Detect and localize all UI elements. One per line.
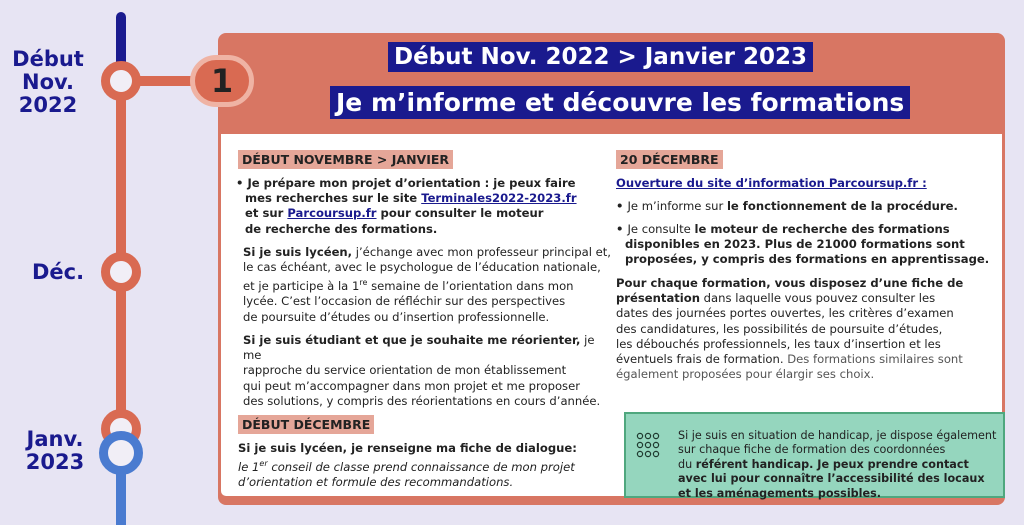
parcoursup-open-link[interactable]: Ouverture du site d’information Parcoursup.fr : xyxy=(616,176,927,190)
section-header-dec: DÉBUT DÉCEMBRE xyxy=(238,415,374,434)
page-title-dates: Début Nov. 2022 > Janvier 2023 xyxy=(388,42,813,72)
timeline-node-jan-blue xyxy=(99,431,143,475)
timeline-node-start xyxy=(101,61,141,101)
section-header-20-dec: 20 DÉCEMBRE xyxy=(616,150,723,169)
right-bullet-procedure: • Je m’informe sur le fonctionnement de la procédure. xyxy=(616,199,996,214)
right-paragraph-fiche: Pour chaque formation, vous disposez d’une fiche de présentation dans laquelle vous pouvez consulter les dates des journées portes ouvertes, les critères d’examen des candidatures, les possibilités de poursuite d’études, les débouchés professionnels, les taux d’insertion et les éventuels frais de formation. Des formations similaires sont également proposées pour élargir ses choix. xyxy=(616,276,964,382)
timeline-node-dec xyxy=(101,252,141,292)
handicap-text: Si je suis en situation de handicap, je dispose également sur chaque fiche de formation des coordonnées du référent handicap. Je peux prendre contact avec lui pour connaître l’accessibilité des locaux et les aménagements possibles. xyxy=(678,429,997,500)
timeline-label-dec: Déc. xyxy=(32,260,85,284)
parcoursup-link[interactable]: Parcoursup.fr xyxy=(287,206,377,221)
left-bullet-project: • Je prépare mon projet d’orientation : je peux faire mes recherches sur le site Terminales2022-2023.fr et sur Parcoursup.fr pour consulter le moteur de recherche des formations. xyxy=(236,176,606,237)
left-paragraph-lyceen: Si je suis lycéen, j’échange avec mon professeur principal et, le cas échéant, avec le psychologue de l’éducation nationale, et je participe à la 1re semaine de l’orientation dans mon lycée. C’est l’occasion de réfléchir sur des perspectives de poursuite d’études ou d’insertion professionnelle. xyxy=(243,245,611,324)
handicap-info-box xyxy=(624,412,1005,498)
left-paragraph-dialogue: Si je suis lycéen, je renseigne ma fiche de dialogue: le 1er conseil de classe prend connaissance de mon projet d’orientation et formule des recommandations. xyxy=(238,441,577,490)
timeline-label-jan: Janv. 2023 xyxy=(25,427,85,475)
accessibility-icon xyxy=(636,432,666,460)
left-paragraph-etudiant: Si je suis étudiant et que je souhaite me réorienter, je me rapproche du service orientation de mon établissement qui peut m’accompagner dans mon projet et me proposer des solutions, y compris des réorientations en cours d’année. xyxy=(243,333,601,408)
right-bullet-moteur: • Je consulte le moteur de recherche des formations disponibles en 2023. Plus de 21000 formations sont proposées, y compris des formations en apprentissage. xyxy=(616,222,996,268)
step-number: 1 xyxy=(210,62,234,100)
page-title: Je m’informe et découvre les formations xyxy=(330,86,910,119)
terminales-link[interactable]: Terminales2022-2023.fr xyxy=(421,191,577,206)
timeline-label-start: Début Nov. 2022 xyxy=(12,47,84,118)
step-number-badge xyxy=(190,55,254,107)
right-link-parcoursup xyxy=(616,176,996,191)
timeline-connector xyxy=(138,76,196,86)
section-header-nov-jan: DÉBUT NOVEMBRE > JANVIER xyxy=(238,150,453,169)
